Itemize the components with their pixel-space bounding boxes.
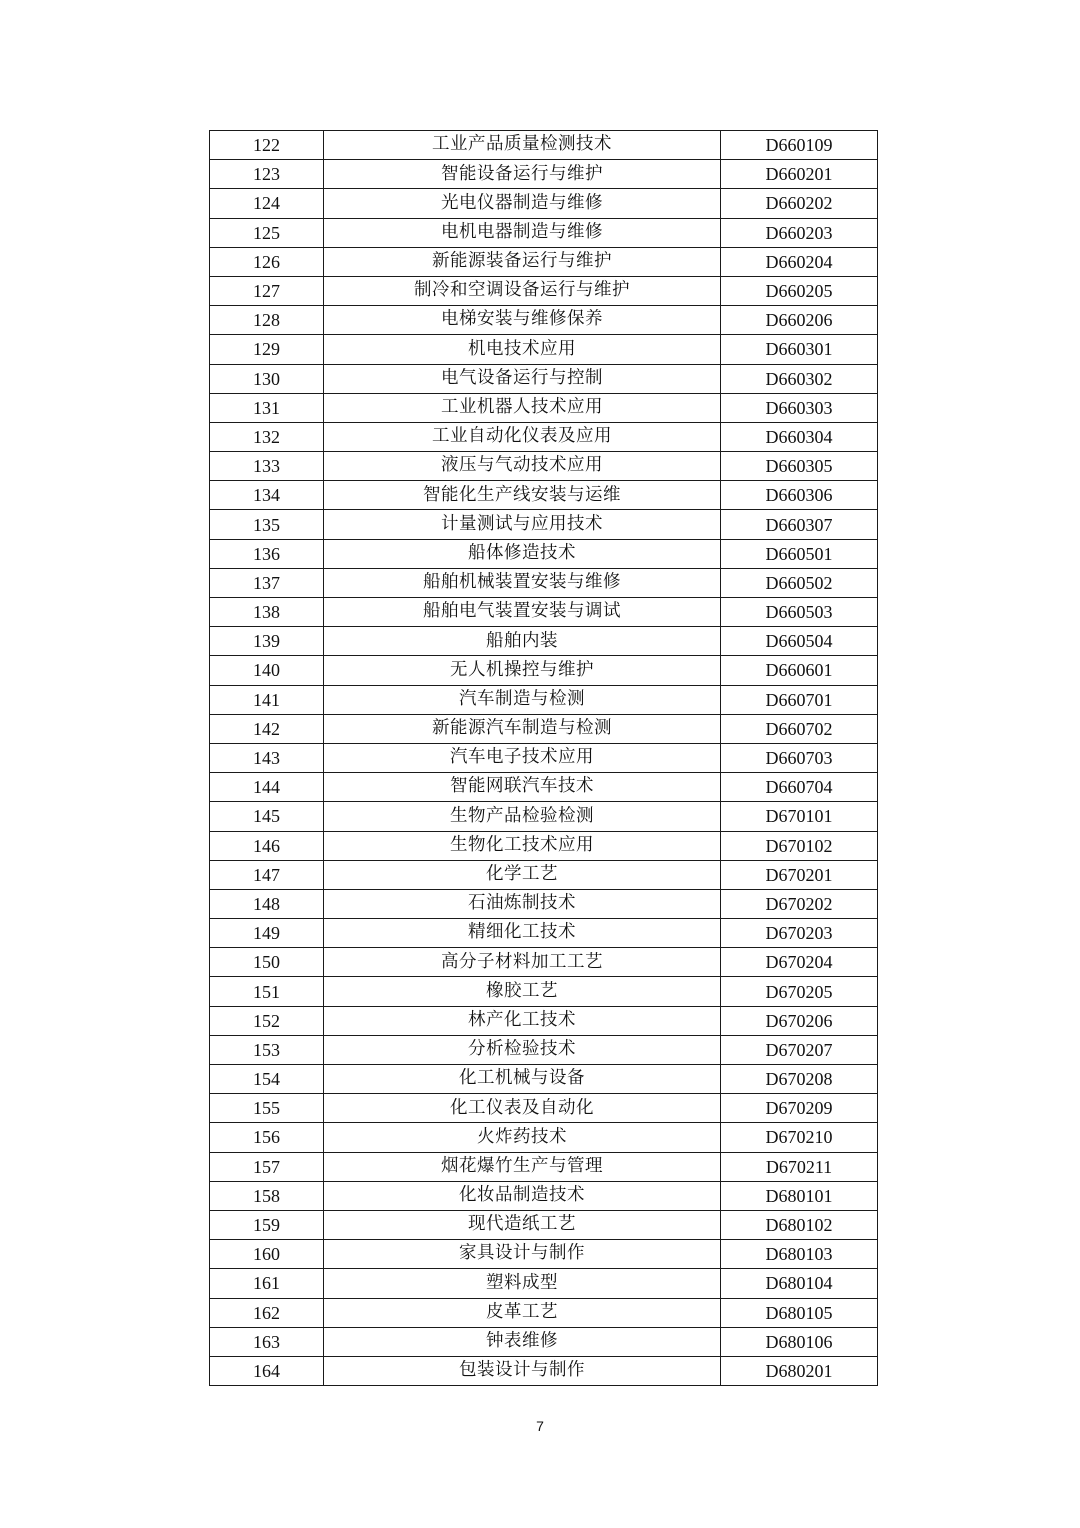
table-row bbox=[210, 1094, 878, 1123]
table-row bbox=[210, 1269, 878, 1298]
table-row bbox=[210, 1210, 878, 1239]
table-row bbox=[210, 335, 878, 364]
specialty-code-cell: D660307 bbox=[721, 510, 878, 539]
table-row bbox=[210, 276, 878, 305]
table-body bbox=[210, 131, 878, 1386]
table-row bbox=[210, 1065, 878, 1094]
table-row bbox=[210, 598, 878, 627]
specialty-code-cell: D660202 bbox=[721, 189, 878, 218]
specialty-code-cell: D660203 bbox=[721, 218, 878, 247]
specialty-code-cell: D670102 bbox=[721, 831, 878, 860]
specialty-code-cell: D670207 bbox=[721, 1035, 878, 1064]
specialty-name-cell: 包装设计与制作 bbox=[324, 1356, 721, 1385]
table-row bbox=[210, 714, 878, 743]
table-row bbox=[210, 773, 878, 802]
row-number-cell: 139 bbox=[210, 627, 324, 656]
row-number-cell: 147 bbox=[210, 860, 324, 889]
specialty-name-cell: 计量测试与应用技术 bbox=[324, 510, 721, 539]
specialty-name-cell: 塑料成型 bbox=[324, 1269, 721, 1298]
table-row bbox=[210, 685, 878, 714]
specialty-name-cell: 工业机器人技术应用 bbox=[324, 393, 721, 422]
specialty-code-cell: D660701 bbox=[721, 685, 878, 714]
specialty-table bbox=[209, 130, 878, 1386]
specialty-code-cell: D670101 bbox=[721, 802, 878, 831]
specialty-name-cell: 无人机操控与维护 bbox=[324, 656, 721, 685]
row-number-cell: 158 bbox=[210, 1181, 324, 1210]
specialty-code-cell: D670202 bbox=[721, 889, 878, 918]
specialty-code-cell: D670206 bbox=[721, 1006, 878, 1035]
specialty-name-cell: 皮革工艺 bbox=[324, 1298, 721, 1327]
row-number-cell: 153 bbox=[210, 1035, 324, 1064]
row-number-cell: 154 bbox=[210, 1065, 324, 1094]
specialty-name-cell: 光电仪器制造与维修 bbox=[324, 189, 721, 218]
table-row bbox=[210, 1327, 878, 1356]
specialty-code-cell: D680101 bbox=[721, 1181, 878, 1210]
specialty-code-cell: D680102 bbox=[721, 1210, 878, 1239]
specialty-code-cell: D660503 bbox=[721, 598, 878, 627]
specialty-code-cell: D660304 bbox=[721, 422, 878, 451]
specialty-code-cell: D680106 bbox=[721, 1327, 878, 1356]
row-number-cell: 157 bbox=[210, 1152, 324, 1181]
row-number-cell: 135 bbox=[210, 510, 324, 539]
table-row bbox=[210, 481, 878, 510]
specialty-code-cell: D680201 bbox=[721, 1356, 878, 1385]
table-row bbox=[210, 393, 878, 422]
specialty-name-cell: 船体修造技术 bbox=[324, 539, 721, 568]
table-row bbox=[210, 510, 878, 539]
row-number-cell: 125 bbox=[210, 218, 324, 247]
table-row bbox=[210, 568, 878, 597]
specialty-name-cell: 高分子材料加工工艺 bbox=[324, 948, 721, 977]
table-row bbox=[210, 131, 878, 160]
specialty-code-cell: D660301 bbox=[721, 335, 878, 364]
row-number-cell: 152 bbox=[210, 1006, 324, 1035]
specialty-name-cell: 智能化生产线安装与运维 bbox=[324, 481, 721, 510]
row-number-cell: 138 bbox=[210, 598, 324, 627]
row-number-cell: 141 bbox=[210, 685, 324, 714]
row-number-cell: 156 bbox=[210, 1123, 324, 1152]
table-row bbox=[210, 948, 878, 977]
table-row bbox=[210, 860, 878, 889]
table-row bbox=[210, 364, 878, 393]
row-number-cell: 164 bbox=[210, 1356, 324, 1385]
row-number-cell: 127 bbox=[210, 276, 324, 305]
table-row bbox=[210, 889, 878, 918]
row-number-cell: 128 bbox=[210, 306, 324, 335]
table-row bbox=[210, 1152, 878, 1181]
table-row bbox=[210, 189, 878, 218]
specialty-name-cell: 家具设计与制作 bbox=[324, 1240, 721, 1269]
specialty-code-cell: D670201 bbox=[721, 860, 878, 889]
specialty-name-cell: 精细化工技术 bbox=[324, 919, 721, 948]
specialty-code-cell: D660502 bbox=[721, 568, 878, 597]
specialty-name-cell: 橡胶工艺 bbox=[324, 977, 721, 1006]
specialty-code-cell: D670205 bbox=[721, 977, 878, 1006]
specialty-name-cell: 生物化工技术应用 bbox=[324, 831, 721, 860]
row-number-cell: 123 bbox=[210, 160, 324, 189]
specialty-name-cell: 新能源汽车制造与检测 bbox=[324, 714, 721, 743]
specialty-code-cell: D670211 bbox=[721, 1152, 878, 1181]
table-row bbox=[210, 218, 878, 247]
row-number-cell: 149 bbox=[210, 919, 324, 948]
table-row bbox=[210, 539, 878, 568]
specialty-code-cell: D660703 bbox=[721, 743, 878, 772]
row-number-cell: 159 bbox=[210, 1210, 324, 1239]
row-number-cell: 142 bbox=[210, 714, 324, 743]
specialty-code-cell: D660504 bbox=[721, 627, 878, 656]
specialty-name-cell: 分析检验技术 bbox=[324, 1035, 721, 1064]
row-number-cell: 143 bbox=[210, 743, 324, 772]
specialty-name-cell: 汽车电子技术应用 bbox=[324, 743, 721, 772]
page-number: 7 bbox=[536, 1418, 544, 1434]
table-row bbox=[210, 1123, 878, 1152]
row-number-cell: 144 bbox=[210, 773, 324, 802]
specialty-name-cell: 液压与气动技术应用 bbox=[324, 452, 721, 481]
specialty-code-cell: D660205 bbox=[721, 276, 878, 305]
table-row bbox=[210, 1298, 878, 1327]
specialty-name-cell: 生物产品检验检测 bbox=[324, 802, 721, 831]
table-row bbox=[210, 802, 878, 831]
table-row bbox=[210, 627, 878, 656]
specialty-name-cell: 电机电器制造与维修 bbox=[324, 218, 721, 247]
row-number-cell: 161 bbox=[210, 1269, 324, 1298]
row-number-cell: 146 bbox=[210, 831, 324, 860]
row-number-cell: 122 bbox=[210, 131, 324, 160]
row-number-cell: 163 bbox=[210, 1327, 324, 1356]
table-row bbox=[210, 656, 878, 685]
row-number-cell: 126 bbox=[210, 247, 324, 276]
table-row bbox=[210, 160, 878, 189]
specialty-name-cell: 船舶电气装置安装与调试 bbox=[324, 598, 721, 627]
table-row bbox=[210, 1240, 878, 1269]
row-number-cell: 129 bbox=[210, 335, 324, 364]
specialty-name-cell: 钟表维修 bbox=[324, 1327, 721, 1356]
row-number-cell: 160 bbox=[210, 1240, 324, 1269]
specialty-code-cell: D680105 bbox=[721, 1298, 878, 1327]
specialty-code-cell: D660501 bbox=[721, 539, 878, 568]
specialty-code-cell: D670203 bbox=[721, 919, 878, 948]
specialty-code-cell: D660601 bbox=[721, 656, 878, 685]
table-row bbox=[210, 743, 878, 772]
specialty-name-cell: 汽车制造与检测 bbox=[324, 685, 721, 714]
table-row bbox=[210, 919, 878, 948]
row-number-cell: 124 bbox=[210, 189, 324, 218]
specialty-code-cell: D670208 bbox=[721, 1065, 878, 1094]
row-number-cell: 155 bbox=[210, 1094, 324, 1123]
row-number-cell: 137 bbox=[210, 568, 324, 597]
specialty-code-cell: D670204 bbox=[721, 948, 878, 977]
row-number-cell: 140 bbox=[210, 656, 324, 685]
specialty-name-cell: 工业产品质量检测技术 bbox=[324, 131, 721, 160]
specialty-name-cell: 电气设备运行与控制 bbox=[324, 364, 721, 393]
specialty-code-cell: D660206 bbox=[721, 306, 878, 335]
table-row bbox=[210, 306, 878, 335]
table-row bbox=[210, 1006, 878, 1035]
specialty-code-cell: D680103 bbox=[721, 1240, 878, 1269]
table-row bbox=[210, 831, 878, 860]
row-number-cell: 150 bbox=[210, 948, 324, 977]
specialty-code-cell: D660201 bbox=[721, 160, 878, 189]
specialty-name-cell: 化学工艺 bbox=[324, 860, 721, 889]
specialty-code-cell: D660702 bbox=[721, 714, 878, 743]
specialty-code-cell: D670209 bbox=[721, 1094, 878, 1123]
specialty-name-cell: 智能网联汽车技术 bbox=[324, 773, 721, 802]
row-number-cell: 148 bbox=[210, 889, 324, 918]
specialty-code-cell: D660302 bbox=[721, 364, 878, 393]
table-row bbox=[210, 1035, 878, 1064]
specialty-name-cell: 船舶内装 bbox=[324, 627, 721, 656]
specialty-name-cell: 电梯安装与维修保养 bbox=[324, 306, 721, 335]
specialty-name-cell: 烟花爆竹生产与管理 bbox=[324, 1152, 721, 1181]
table-row bbox=[210, 422, 878, 451]
specialty-name-cell: 化工仪表及自动化 bbox=[324, 1094, 721, 1123]
row-number-cell: 134 bbox=[210, 481, 324, 510]
specialty-name-cell: 化妆品制造技术 bbox=[324, 1181, 721, 1210]
row-number-cell: 151 bbox=[210, 977, 324, 1006]
table-row bbox=[210, 977, 878, 1006]
specialty-code-cell: D660306 bbox=[721, 481, 878, 510]
specialty-name-cell: 火炸药技术 bbox=[324, 1123, 721, 1152]
row-number-cell: 130 bbox=[210, 364, 324, 393]
row-number-cell: 131 bbox=[210, 393, 324, 422]
row-number-cell: 162 bbox=[210, 1298, 324, 1327]
specialty-code-cell: D680104 bbox=[721, 1269, 878, 1298]
specialty-code-cell: D660704 bbox=[721, 773, 878, 802]
specialty-name-cell: 制冷和空调设备运行与维护 bbox=[324, 276, 721, 305]
specialty-name-cell: 现代造纸工艺 bbox=[324, 1210, 721, 1239]
row-number-cell: 132 bbox=[210, 422, 324, 451]
specialty-name-cell: 新能源装备运行与维护 bbox=[324, 247, 721, 276]
specialty-name-cell: 机电技术应用 bbox=[324, 335, 721, 364]
specialty-name-cell: 化工机械与设备 bbox=[324, 1065, 721, 1094]
specialty-code-cell: D660303 bbox=[721, 393, 878, 422]
row-number-cell: 136 bbox=[210, 539, 324, 568]
specialty-code-cell: D660109 bbox=[721, 131, 878, 160]
table-row bbox=[210, 1181, 878, 1210]
table-row bbox=[210, 247, 878, 276]
specialty-name-cell: 智能设备运行与维护 bbox=[324, 160, 721, 189]
row-number-cell: 133 bbox=[210, 452, 324, 481]
table-row bbox=[210, 1356, 878, 1385]
specialty-name-cell: 船舶机械装置安装与维修 bbox=[324, 568, 721, 597]
specialty-code-cell: D670210 bbox=[721, 1123, 878, 1152]
row-number-cell: 145 bbox=[210, 802, 324, 831]
specialty-name-cell: 石油炼制技术 bbox=[324, 889, 721, 918]
specialty-name-cell: 工业自动化仪表及应用 bbox=[324, 422, 721, 451]
specialty-code-cell: D660204 bbox=[721, 247, 878, 276]
specialty-name-cell: 林产化工技术 bbox=[324, 1006, 721, 1035]
specialty-code-cell: D660305 bbox=[721, 452, 878, 481]
table-row bbox=[210, 452, 878, 481]
